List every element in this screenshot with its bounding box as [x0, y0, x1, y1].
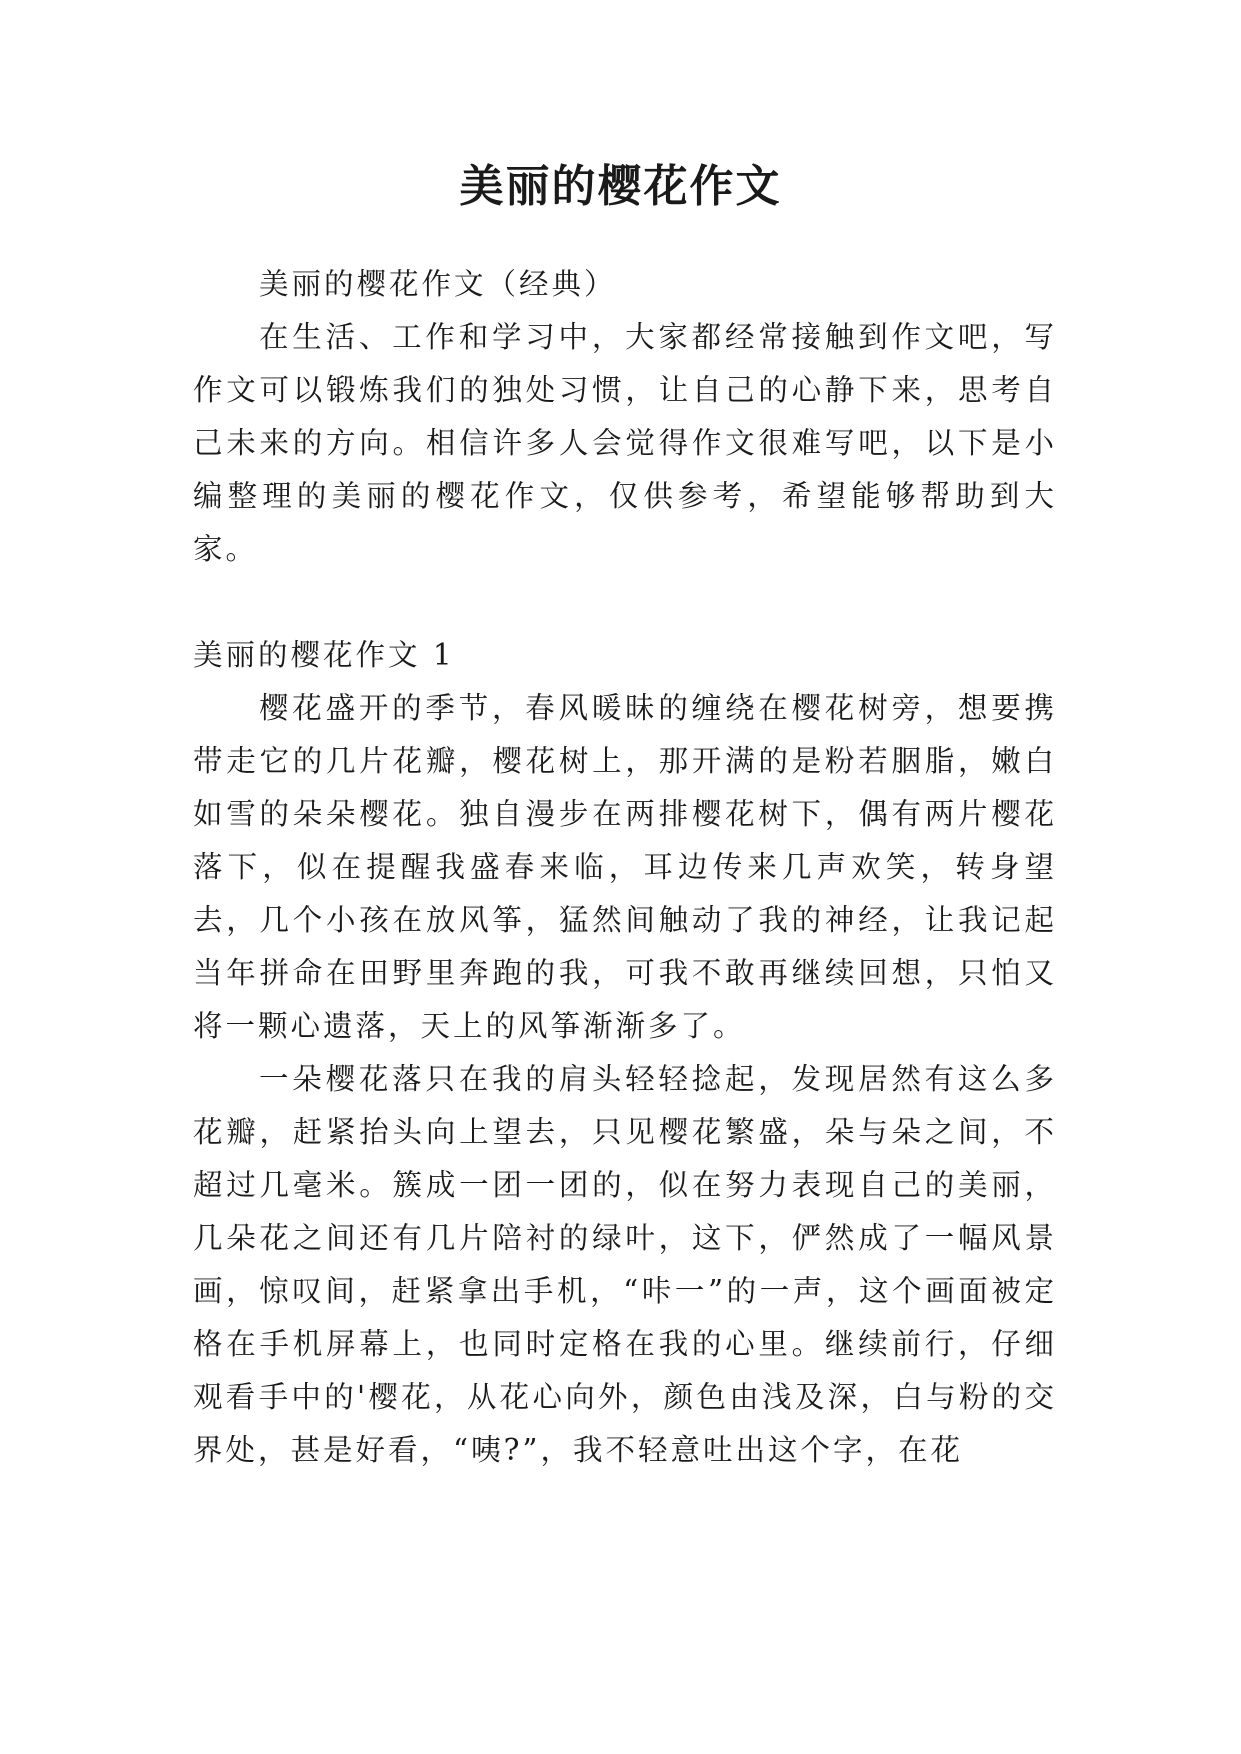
section-heading: 美丽的樱花作文 1: [193, 638, 455, 672]
document-body: [193, 258, 1057, 1477]
body-paragraph: 樱花盛开的季节，春风暖昧的缠绕在樱花树旁，想要携带走它的几片花瓣，樱花树上，那开满的是粉若胭脂，嫩白如雪的朵朵樱花。独自漫步在两排樱花树下，偶有两片樱花落下，似在提醒我盛春来临，耳边传来几声欢笑，转身望去，几个小孩在放风筝，猛然间触动了我的神经，让我记起当年拼命在田野里奔跑的我，可我不敢再继续回想，只怕又将一颗心遗落，天上的风筝渐渐多了。: [193, 691, 1057, 1043]
body-paragraph: 一朵樱花落只在我的肩头轻轻捻起，发现居然有这么多花瓣，赶紧抬头向上望去，只见樱花繁盛，朵与朵之间，不超过几毫米。簇成一团一团的，似在努力表现自己的美丽，几朵花之间还有几片陪衬的绿叶，这下，俨然成了一幅风景画，惊叹间，赶紧拿出手机，“咔一”的一声，这个画面被定格在手机屏幕上，也同时定格在我的心里。继续前行，仔细观看手中的'樱花，从花心向外，颜色由浅及深，白与粉的交界处，甚是好看，“咦?”，我不轻意吐出这个字，在花: [193, 1062, 1057, 1467]
document-subtitle: 美丽的樱花作文（经典）: [259, 267, 617, 301]
document-title: 美丽的樱花作文: [459, 161, 782, 212]
intro-paragraph: 在生活、工作和学习中，大家都经常接触到作文吧，写作文可以锻炼我们的独处习惯，让自己的心静下来，思考自己未来的方向。相信许多人会觉得作文很难写吧，以下是小编整理的美丽的樱花作文，仅供参考，希望能够帮助到大家。: [193, 320, 1057, 566]
